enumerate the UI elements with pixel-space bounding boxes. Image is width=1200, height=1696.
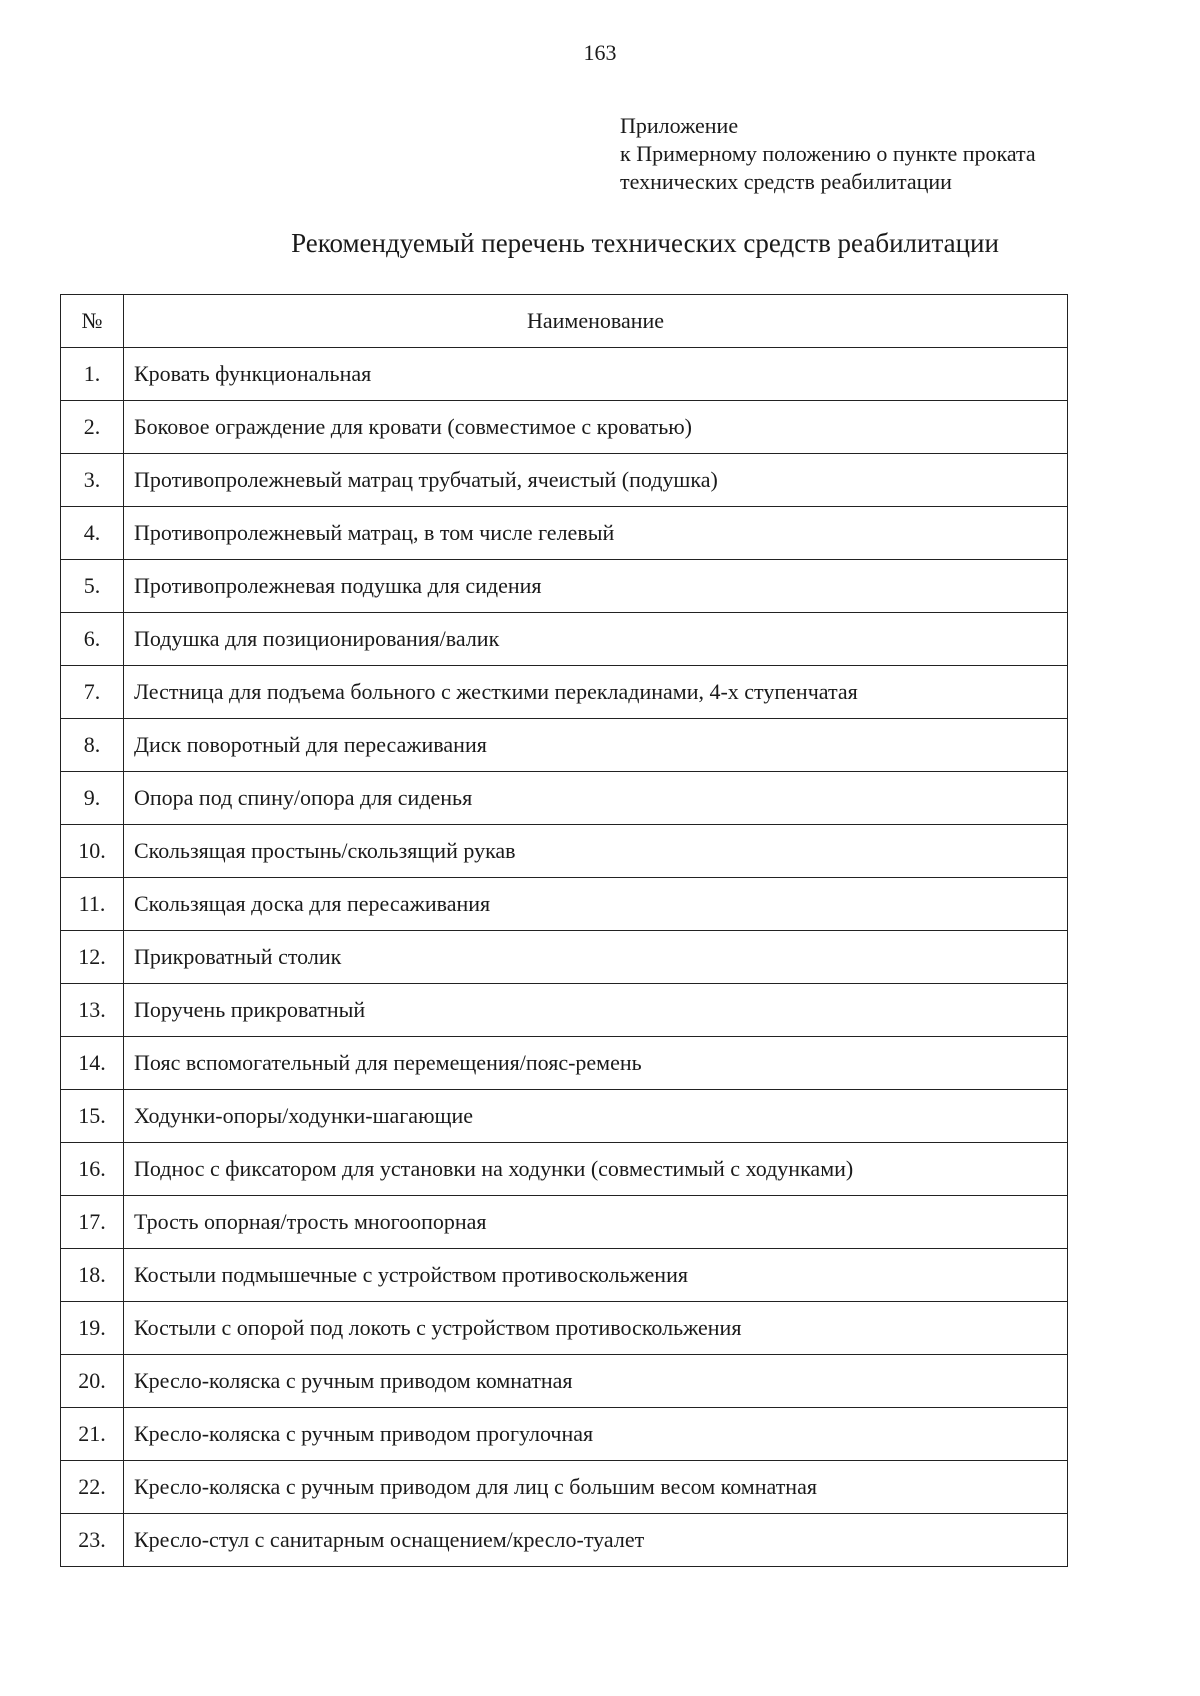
row-name: Пояс вспомогательный для перемещения/пояс-ремень (124, 1037, 1068, 1090)
table-row (61, 1143, 1068, 1196)
row-name: Противопролежневый матрац трубчатый, ячеистый (подушка) (124, 454, 1068, 507)
row-number: 18. (61, 1249, 124, 1302)
row-name: Ходунки-опоры/ходунки-шагающие (124, 1090, 1068, 1143)
row-number: 23. (61, 1514, 124, 1567)
page-number: 163 (583, 40, 617, 65)
appendix-line: к Примерному положению о пункте проката (620, 141, 1036, 166)
table-row (61, 1355, 1068, 1408)
row-name: Диск поворотный для пересаживания (124, 719, 1068, 772)
row-number: 6. (61, 613, 124, 666)
table-row (61, 454, 1068, 507)
row-name: Поднос с фиксатором для установки на ходунки (совместимый с ходунками) (124, 1143, 1068, 1196)
row-number: 12. (61, 931, 124, 984)
row-number: 5. (61, 560, 124, 613)
row-number: 22. (61, 1461, 124, 1514)
row-name: Боковое ограждение для кровати (совместимое с кроватью) (124, 401, 1068, 454)
table-header-row (61, 295, 1068, 348)
row-name: Лестница для подъема больного с жесткими перекладинами, 4-х ступенчатая (124, 666, 1068, 719)
row-number: 17. (61, 1196, 124, 1249)
row-name: Кровать функциональная (124, 348, 1068, 401)
row-name: Костыли подмышечные с устройством противоскольжения (124, 1249, 1068, 1302)
row-number: 19. (61, 1302, 124, 1355)
row-name: Кресло-стул с санитарным оснащением/кресло-туалет (124, 1514, 1068, 1567)
table-row (61, 1037, 1068, 1090)
table-row (61, 719, 1068, 772)
row-number: 11. (61, 878, 124, 931)
row-number: 21. (61, 1408, 124, 1461)
row-number: 4. (61, 507, 124, 560)
row-name: Кресло-коляска с ручным приводом комнатная (124, 1355, 1068, 1408)
row-name: Кресло-коляска с ручным приводом прогулочная (124, 1408, 1068, 1461)
table-row (61, 931, 1068, 984)
table-row (61, 825, 1068, 878)
table-row (61, 1514, 1068, 1567)
document-title: Рекомендуемый перечень технических средств реабилитации (291, 228, 999, 258)
row-number: 1. (61, 348, 124, 401)
header-name: Наименование (124, 295, 1068, 348)
row-number: 7. (61, 666, 124, 719)
row-name: Подушка для позиционирования/валик (124, 613, 1068, 666)
table-row (61, 1196, 1068, 1249)
row-name: Прикроватный столик (124, 931, 1068, 984)
row-name: Опора под спину/опора для сиденья (124, 772, 1068, 825)
table-row (61, 1090, 1068, 1143)
row-number: 13. (61, 984, 124, 1037)
row-number: 8. (61, 719, 124, 772)
row-name: Скользящая простынь/скользящий рукав (124, 825, 1068, 878)
table-row (61, 1302, 1068, 1355)
row-name: Трость опорная/трость многоопорная (124, 1196, 1068, 1249)
row-number: 20. (61, 1355, 124, 1408)
appendix-note (620, 112, 1036, 196)
table-row (61, 1461, 1068, 1514)
row-name: Кресло-коляска с ручным приводом для лиц с большим весом комнатная (124, 1461, 1068, 1514)
row-name: Противопролежневый матрац, в том числе гелевый (124, 507, 1068, 560)
row-number: 9. (61, 772, 124, 825)
table-row (61, 984, 1068, 1037)
table-row (61, 666, 1068, 719)
header-number: № (61, 295, 124, 348)
items-table (60, 294, 1068, 1567)
table-row (61, 1408, 1068, 1461)
table-row (61, 613, 1068, 666)
row-number: 15. (61, 1090, 124, 1143)
table-row (61, 772, 1068, 825)
row-name: Противопролежневая подушка для сидения (124, 560, 1068, 613)
row-name: Скользящая доска для пересаживания (124, 878, 1068, 931)
table-row (61, 348, 1068, 401)
row-number: 14. (61, 1037, 124, 1090)
appendix-line: технических средств реабилитации (620, 169, 952, 194)
row-number: 3. (61, 454, 124, 507)
table-row (61, 878, 1068, 931)
table-row (61, 560, 1068, 613)
table-row (61, 507, 1068, 560)
table-row (61, 401, 1068, 454)
row-name: Костыли с опорой под локоть с устройством противоскольжения (124, 1302, 1068, 1355)
appendix-line: Приложение (620, 113, 739, 138)
table-row (61, 1249, 1068, 1302)
row-number: 16. (61, 1143, 124, 1196)
row-number: 2. (61, 401, 124, 454)
row-number: 10. (61, 825, 124, 878)
row-name: Поручень прикроватный (124, 984, 1068, 1037)
